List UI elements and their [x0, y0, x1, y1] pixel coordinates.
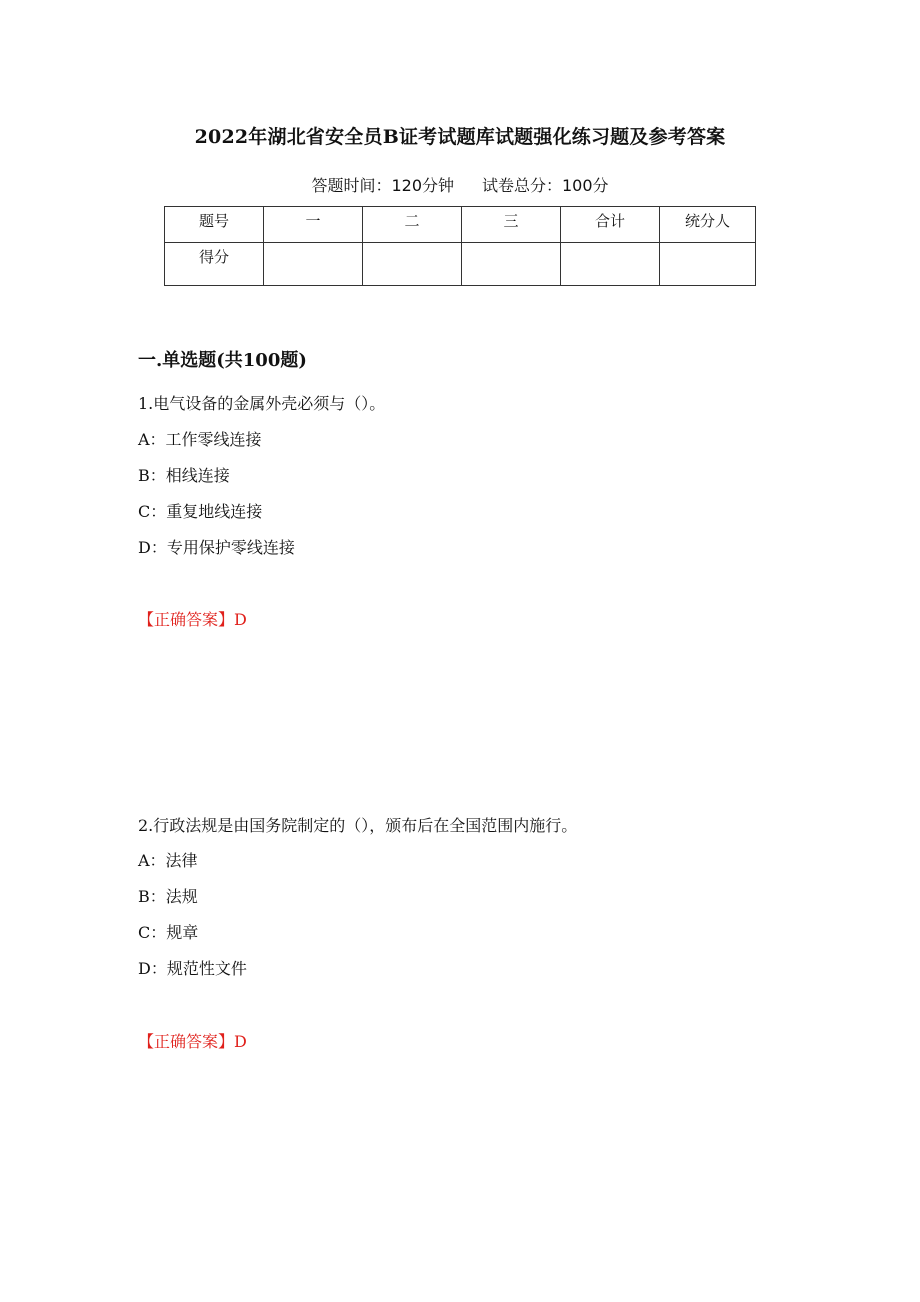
question-option: D：规范性文件 [138, 959, 247, 978]
header-cell-scorer: 统分人 [660, 207, 756, 243]
score-table-score-row [165, 243, 756, 286]
question-option: D：专用保护零线连接 [138, 538, 295, 557]
score-cell-total [561, 243, 660, 286]
header-cell-1: 一 [264, 207, 363, 243]
correct-answer: 【正确答案】D [138, 610, 247, 629]
header-cell-number: 题号 [165, 207, 264, 243]
question-option: C：重复地线连接 [138, 502, 263, 521]
question-stem: 1.电气设备的金属外壳必须与（）。 [138, 394, 386, 413]
score-table [164, 206, 756, 286]
question-stem: 2.行政法规是由国务院制定的（），颁布后在全国范围内施行。 [138, 816, 578, 835]
page-title: 2022年湖北省安全员B证考试题库试题强化练习题及参考答案 [194, 126, 726, 148]
correct-answer: 【正确答案】D [138, 1032, 247, 1051]
header-cell-2: 二 [363, 207, 462, 243]
question-option: B：法规 [138, 887, 198, 906]
exam-meta [0, 173, 920, 196]
question-option: B：相线连接 [138, 466, 230, 485]
row-label-score: 得分 [165, 243, 264, 286]
exam-total-score: 试卷总分：100分 [482, 176, 609, 195]
score-cell-1 [264, 243, 363, 286]
score-cell-2 [363, 243, 462, 286]
exam-time: 答题时间：120分钟 [311, 176, 454, 195]
header-cell-3: 三 [462, 207, 561, 243]
section-title: 一.单选题(共100题) [138, 350, 307, 371]
score-cell-3 [462, 243, 561, 286]
header-cell-total: 合计 [561, 207, 660, 243]
score-table-header-row [165, 207, 756, 243]
question-option: A：工作零线连接 [138, 430, 262, 449]
question-option: A：法律 [138, 851, 198, 870]
score-cell-scorer [660, 243, 756, 286]
question-option: C：规章 [138, 923, 199, 942]
